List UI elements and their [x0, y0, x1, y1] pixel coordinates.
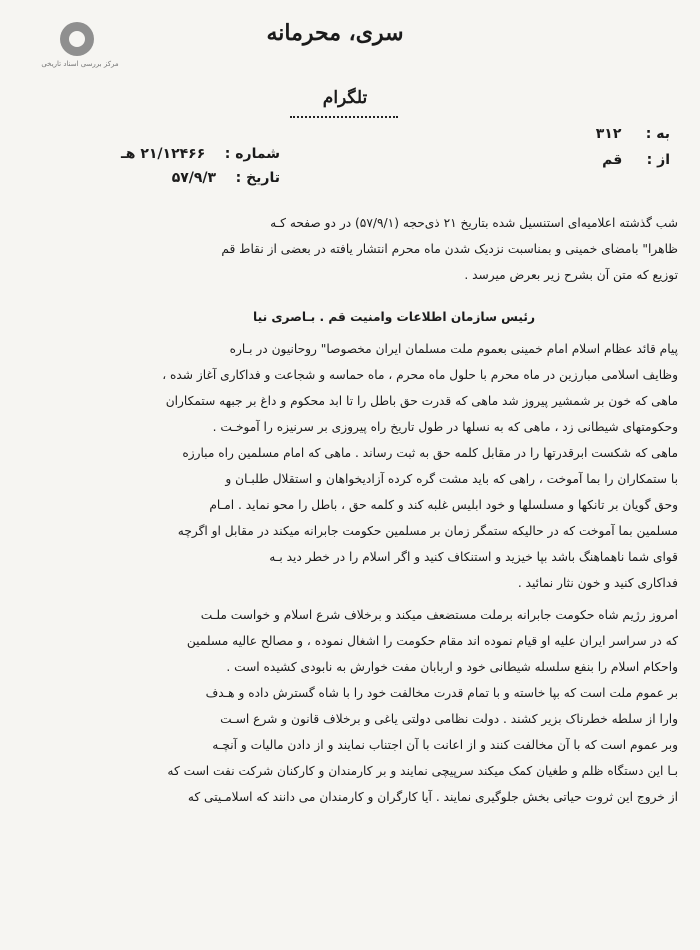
archive-logo [20, 14, 140, 74]
date-field [130, 170, 280, 186]
message-line: با ستمکاران را بما آموخت ، راهی که باید مشت گره کرده آزادیخواهان و استقلال طلبـان و [225, 472, 678, 486]
message-line: وظایف اسلامی مبارزین در ماه محرم با حلول ماه محرم ، ماه حماسه و شجاعت و فداکاری آغاز شده ، [162, 368, 678, 382]
message-line: وحکومتهای شیطانی زد ، ماهی که به نسلها در طول تاریخ راه پیروزی بر سرنیزه را آموخـت . [212, 420, 678, 434]
regime-line: واحکام اسلام را بنفع سلسله شیطانی خود و اربابان مفت خوارش به نابودی کشیده است . [226, 660, 678, 674]
regime-line: بـا این دستگاه ظلم و طغیان کمک میکند سرپیچی نمایند و بر کارمندان و کارکنان شرکت نفت است که [167, 764, 678, 778]
to-label: به : [645, 126, 670, 142]
archive-emblem-icon [60, 22, 94, 56]
from-field [500, 152, 670, 168]
from-label: از : [646, 152, 670, 168]
message-line: فداکاری کنید و خون نثار نمائید . [517, 576, 678, 590]
number-field [120, 146, 280, 162]
regime-line: امروز رژیم شاه حکومت جابرانه برملت مستضعف میکند و برخلاف شرع اسلام و خواست ملـت [200, 608, 678, 622]
message-line: قوای شما ناهماهنگ باشد بپا خیزید و استنکاف کنید و اگر اسلام را در خطر دید بـه [269, 550, 678, 564]
to-value: ۳۱۲ [595, 126, 622, 142]
doc-type-underline [290, 116, 398, 118]
intro-line: توزیع که متن آن بشرح زیر بعرض میرسد . [464, 268, 678, 282]
message-line: ماهی که خون بر شمشیر پیروز شد ماهی که قدرت حق باطل را تا ابد محکوم و داغ بر جبهه ستمکاران [165, 394, 678, 408]
signer-line: رئیس سازمان اطلاعات وامنیت قم . بـاصری نیا [253, 310, 535, 324]
regime-line: وارا از سلطه خطرناک بزیر کشند . دولت نظامی دولتی یاغی و برخلاف قانون و شرع اسـت [220, 712, 678, 726]
message-line: وحق گویان بر تانکها و مسلسلها و خود ابلیس غلبه کند و کلمه حق ، باطل را محو نماید . امـام [209, 498, 678, 512]
date-label: تاریخ : [235, 170, 280, 186]
message-line: ماهی که شکست ابرقدرتها را در مقابل کلمه حق به ثبت رساند . ماهی که امام مسلمین راه مبارزه [182, 446, 678, 460]
intro-line: شب گذشته اعلامیه‌ای استنسیل شده بتاریخ ۲۱ ذی‌حجه (۵۷/۹/۱) در دو صفحه کـه [270, 216, 678, 230]
regime-line: که در سراسر ایران علیه او قیام نموده اند مقام حکومت را اشغال نموده ، و مصالح عالیه مسلمین [186, 634, 678, 648]
message-line: پیام قائد عظام اسلام امام خمینی بعموم ملت مسلمان ایران مخصوصا" روحانیون در بـاره [229, 342, 678, 356]
classification-stamp: سری، محرمانه [266, 20, 404, 46]
number-label: شماره : [224, 146, 280, 162]
regime-line: بر عموم ملت است که بپا خاسته و با تمام قدرت مخالفت خود را با شاه گسترش داده و هـدف [205, 686, 678, 700]
message-line: مسلمین بما آموخت که در حالیکه ستمگر زمان بر مسلمین حکومت جابرانه میکند در مقابل او اگرچه [177, 524, 678, 538]
document-body [110, 210, 678, 810]
intro-line: ظاهرا" بامضای خمینی و بمناسبت نزدیک شدن ماه محرم انتشار یافته در بعضی از نقاط قم [221, 242, 678, 256]
date-value: ۵۷/۹/۳ [171, 170, 217, 186]
archive-name: مرکز بررسی اسناد تاریخی [41, 60, 119, 68]
number-value: ۲۱/۱۲۴۶۶ هـ [120, 146, 206, 162]
regime-line: وبر عموم است که با آن مخالفت کنند و از اعانت با آن اجتناب نمایند و از دادن مالیات و آنچـه [212, 738, 678, 752]
from-value: قم [602, 152, 623, 168]
regime-line: از خروج این ثروت حیاتی بخش جلوگیری نمایند . آیا کارگران و کارمندان می دانند که اسلامـیتی که [187, 790, 678, 804]
document-type: تلگرام [322, 88, 368, 108]
to-field [500, 126, 670, 142]
